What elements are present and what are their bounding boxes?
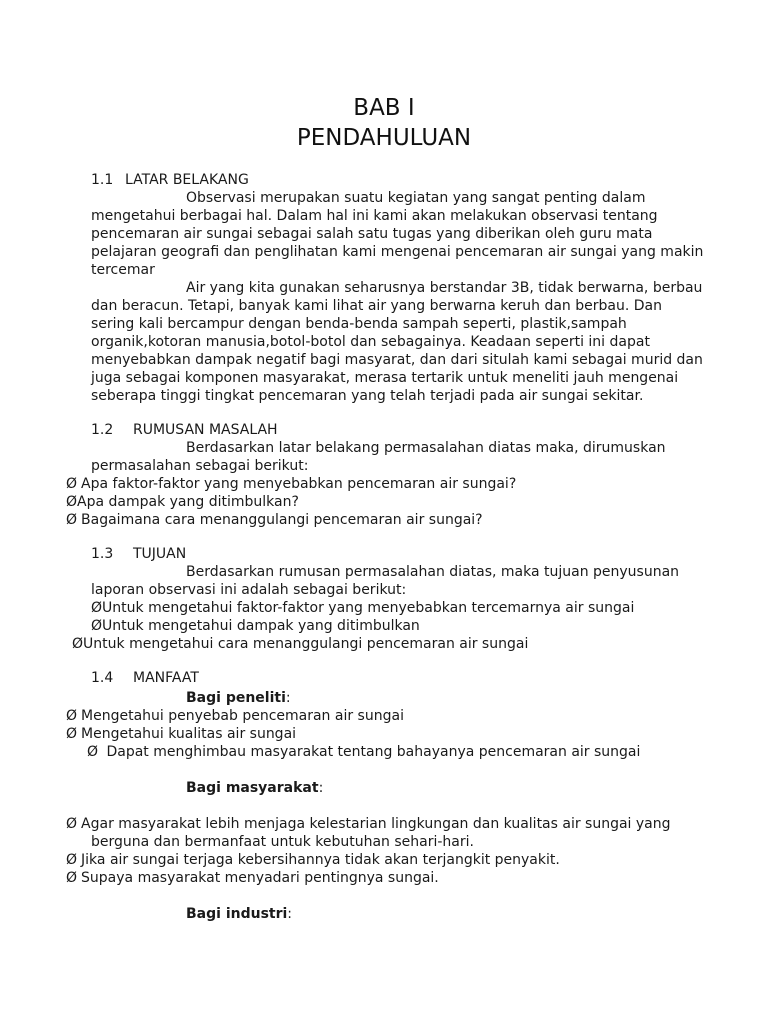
bullet-icon: Ø [91,600,103,616]
paragraph-line: permasalahan sebagai berikut: [91,458,309,474]
list-item: Ø Mengetahui penyebab pencemaran air sungai [66,708,404,724]
paragraph-line: laporan observasi ini adalah sebagai berikut: [91,582,407,598]
paragraph-line: Observasi merupakan suatu kegiatan yang sangat penting dalam [186,190,646,206]
list-item: ØUntuk mengetahui dampak yang ditimbulkan [91,618,420,634]
list-item: Ø Jika air sungai terjaga kebersihannya tidak akan terjangkit penyakit. [66,852,560,868]
section-heading-manfaat [91,669,199,687]
section-number: 1.3 [91,546,114,562]
bullet-icon: Ø [66,852,78,868]
list-item: ØUntuk mengetahui cara menanggulangi pencemaran air sungai [72,636,529,652]
paragraph-line: Air yang kita gunakan seharusnya berstandar 3B, tidak berwarna, berbau [186,280,703,296]
bullet-icon: Ø [66,476,78,492]
paragraph-line: pencemaran air sungai sebagai salah satu tugas yang diberikan oleh guru mata [91,226,653,242]
section-heading-rumusan-masalah [91,421,278,439]
subheading-peneliti: Bagi peneliti: [186,690,291,706]
bullet-icon: Ø [66,726,78,742]
bullet-icon: Ø [91,618,103,634]
paragraph-line: Berdasarkan rumusan permasalahan diatas, maka tujuan penyusunan [186,564,680,580]
list-item: Ø Agar masyarakat lebih menjaga kelestarian lingkungan dan kualitas air sungai yang [66,816,671,832]
chapter-number: BAB I [353,95,415,121]
list-item: Ø Bagaimana cara menanggulangi pencemaran air sungai? [66,512,483,528]
paragraph-line: juga sebagai komponen masyarakat, merasa tertarik untuk meneliti jauh mengenai [91,370,679,386]
paragraph-line: organik,kotoran manusia,botol-botol dan sebagainya. Keadaan seperti ini dapat [91,334,650,350]
list-item: Ø Dapat menghimbau masyarakat tentang bahayanya pencemaran air sungai [87,744,641,760]
bullet-icon: Ø [87,744,99,760]
list-item: Ø Supaya masyarakat menyadari pentingnya sungai. [66,870,439,886]
paragraph-line: menyebabkan dampak negatif bagi masyarat, dan dari situlah kami sebagai murid dan [91,352,703,368]
paragraph-line: mengetahui berbagai hal. Dalam hal ini kami akan melakukan observasi tentang [91,208,658,224]
chapter-title: PENDAHULUAN [296,125,472,151]
bullet-icon: Ø [66,870,78,886]
list-item: Ø Mengetahui kualitas air sungai [66,726,297,742]
section-number: 1.2 [91,422,114,438]
section-number: 1.4 [91,670,114,686]
list-item: ØUntuk mengetahui faktor-faktor yang menyebabkan tercemarnya air sungai [91,600,635,616]
section-title: RUMUSAN MASALAH [133,422,278,438]
section-number: 1.1 [91,172,114,188]
subheading-masyarakat: Bagi masyarakat: [186,780,324,796]
list-item: Ø Apa faktor-faktor yang menyebabkan pencemaran air sungai? [66,476,517,492]
paragraph-line: tercemar [91,262,155,278]
bullet-icon: Ø [66,816,78,832]
bullet-icon: Ø [66,494,78,510]
section-heading-tujuan [91,545,186,563]
bullet-icon: Ø [66,512,78,528]
subheading-industri: Bagi industri: [186,906,293,922]
paragraph-line: dan beracun. Tetapi, banyak kami lihat air yang berwarna keruh dan berbau. Dan [91,298,662,314]
list-item: ØApa dampak yang ditimbulkan? [66,494,299,510]
section-title: LATAR BELAKANG [125,172,249,188]
section-title: TUJUAN [133,546,187,562]
bullet-icon: Ø [66,708,78,724]
bullet-icon: Ø [72,636,84,652]
list-item-continuation: berguna dan bermanfaat untuk kebutuhan sehari-hari. [91,834,474,850]
paragraph-line: sering kali bercampur dengan benda-benda sampah seperti, plastik,sampah [91,316,627,332]
paragraph-line: Berdasarkan latar belakang permasalahan diatas maka, dirumuskan [186,440,666,456]
paragraph-line: seberapa tinggi tingkat pencemaran yang telah terjadi pada air sungai sekitar. [91,388,644,404]
section-heading-latar-belakang [91,171,249,189]
paragraph-line: pelajaran geografi dan penglihatan kami mengenai pencemaran air sungai yang makin [91,244,704,260]
section-title: MANFAAT [133,670,199,686]
